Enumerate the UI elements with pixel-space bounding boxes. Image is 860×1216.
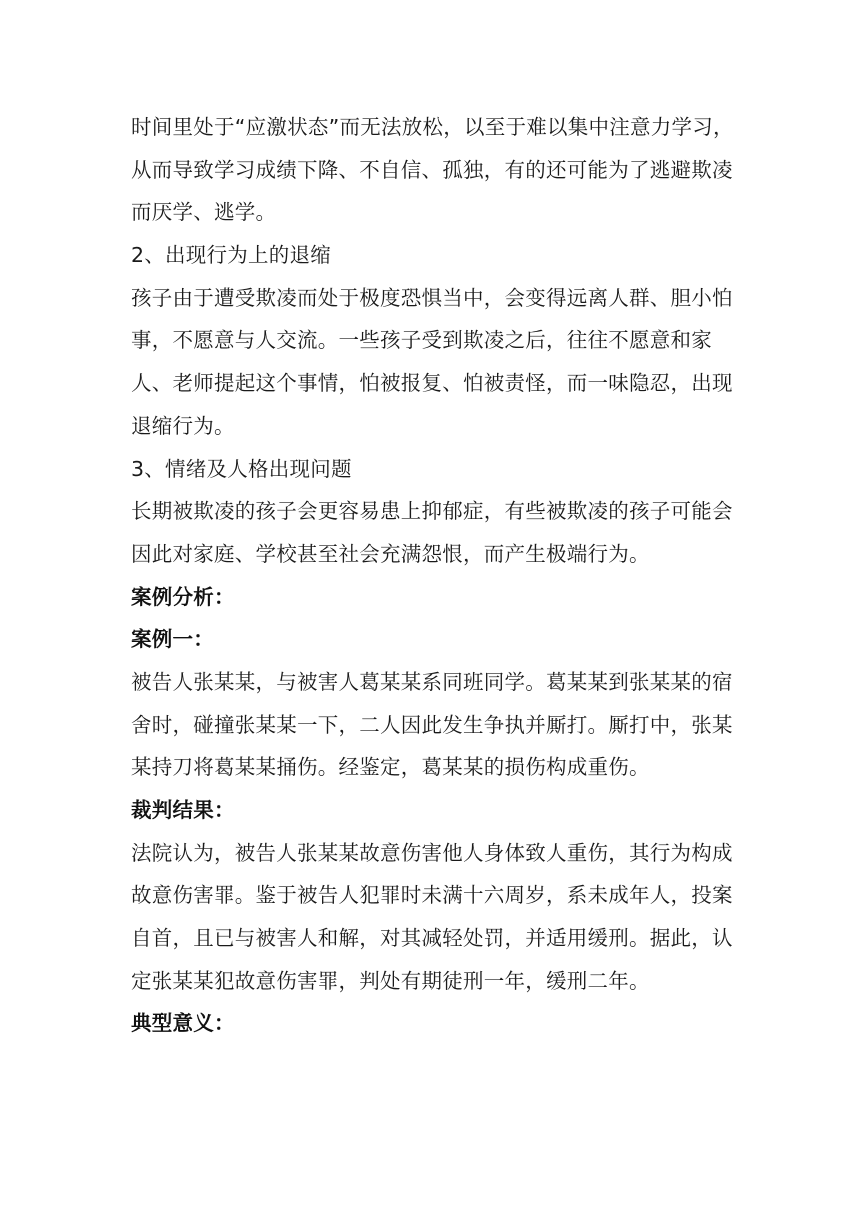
text-line: 自首，且已与被害人和解，对其减轻处罚，并适用缓刑。据此，认 bbox=[131, 926, 733, 951]
text-line: 事，不愿意与人交流。一些孩子受到欺凌之后，往往不愿意和家 bbox=[131, 328, 712, 353]
section-heading: 3、情绪及人格出现问题 bbox=[131, 456, 352, 481]
text-line: 舍时，碰撞张某某一下，二人因此发生争执并厮打。厮打中，张某 bbox=[131, 712, 733, 737]
text-line: 故意伤害罪。鉴于被告人犯罪时未满十六周岁，系未成年人，投案 bbox=[131, 883, 733, 908]
bold-heading: 案例分析： bbox=[131, 584, 235, 609]
text-line: 某持刀将葛某某捅伤。经鉴定，葛某某的损伤构成重伤。 bbox=[131, 755, 650, 780]
text-line: 人、老师提起这个事情，怕被报复、怕被责怪，而一味隐忍，出现 bbox=[131, 371, 733, 396]
text-line: 法院认为，被告人张某某故意伤害他人身体致人重伤，其行为构成 bbox=[131, 840, 733, 865]
text-line: 孩子由于遭受欺凌而处于极度恐惧当中，会变得远离人群、胆小怕 bbox=[131, 285, 733, 310]
text-line: 定张某某犯故意伤害罪，判处有期徒刑一年，缓刑二年。 bbox=[131, 968, 650, 993]
bold-heading: 案例一： bbox=[131, 627, 214, 652]
text-line: 退缩行为。 bbox=[131, 413, 235, 438]
text-line: 时间里处于“应激状态”而无法放松，以至于难以集中注意力学习， bbox=[131, 115, 734, 139]
section-heading: 2、出现行为上的退缩 bbox=[131, 243, 332, 268]
bold-heading: 典型意义： bbox=[131, 1011, 235, 1036]
text-line: 从而导致学习成绩下降、不自信、孤独，有的还可能为了逃避欺凌 bbox=[131, 157, 733, 182]
text-line: 长期被欺凌的孩子会更容易患上抑郁症，有些被欺凌的孩子可能会 bbox=[131, 499, 733, 524]
text-line: 被告人张某某，与被害人葛某某系同班同学。葛某某到张某某的宿 bbox=[131, 669, 733, 694]
document-body bbox=[131, 106, 734, 1045]
text-line: 而厌学、逃学。 bbox=[131, 200, 277, 225]
text-line: 因此对家庭、学校甚至社会充满怨恨，而产生极端行为。 bbox=[131, 541, 650, 566]
bold-heading: 裁判结果： bbox=[131, 798, 235, 822]
